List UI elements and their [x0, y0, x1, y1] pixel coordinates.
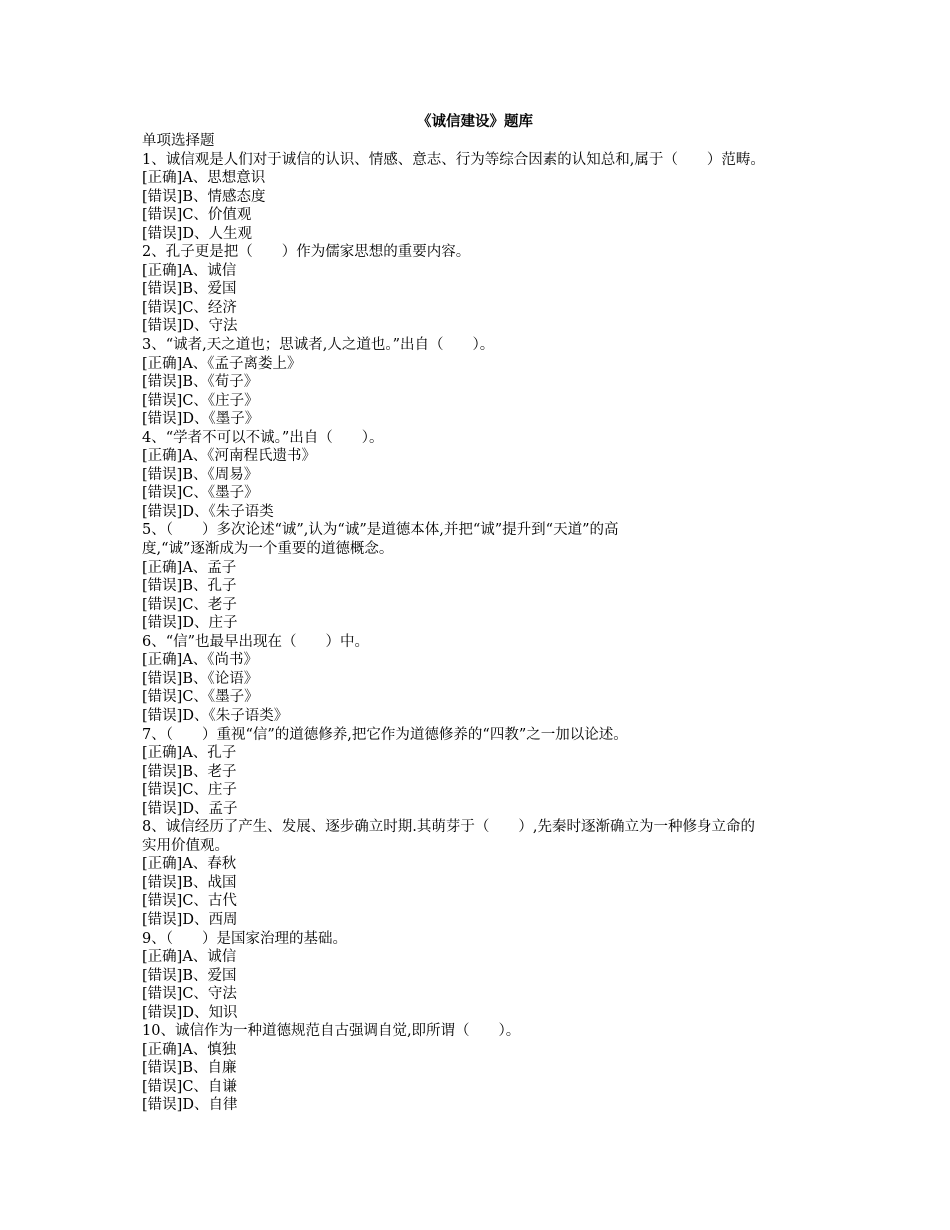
- question-4: [142, 429, 822, 522]
- option-b: [错误]B、老子: [142, 763, 237, 780]
- option-c: [错误]C、《墨子》: [142, 485, 259, 502]
- option-b: [错误]B、《周易》: [142, 466, 259, 483]
- question-stem: 2、孔子更是把（ ）作为儒家思想的重要内容。: [142, 244, 471, 261]
- question-2: [142, 243, 822, 336]
- option-d: [错误]D、西周: [142, 911, 238, 928]
- option-c: [错误]C、古代: [142, 893, 237, 910]
- option-b: [错误]B、孔子: [142, 578, 237, 595]
- question-stem-line-1: 5、（ ）多次论述“诚”,认为“诚”是道德本体,并把“诚”提升到“天道”的高: [142, 522, 619, 539]
- question-stem-line-1: 8、诚信经历了产生、发展、逐步确立时期.其萌芽于（ ）,先秦时逐渐确立为一种修身立命的: [142, 819, 755, 836]
- option-d: [错误]D、人生观: [142, 225, 252, 242]
- question-8: [142, 818, 822, 929]
- option-b: [错误]B、情感态度: [142, 188, 266, 205]
- question-stem: 6、“信”也最早出现在（ ）中。: [142, 633, 370, 650]
- option-b: [错误]B、《荀子》: [142, 374, 259, 391]
- option-a: [正确]A、春秋: [142, 856, 237, 873]
- option-c: [错误]C、价值观: [142, 207, 252, 224]
- option-c: [错误]C、《庄子》: [142, 392, 259, 409]
- question-1: [142, 151, 822, 244]
- section-heading: 单项选择题: [142, 133, 215, 149]
- option-d: [错误]D、《朱子语类》: [142, 707, 289, 724]
- question-stem: 9、（ ）是国家治理的基础。: [142, 930, 347, 947]
- option-a: [正确]A、诚信: [142, 949, 237, 966]
- option-a: [正确]A、思想意识: [142, 170, 266, 187]
- option-a: [正确]A、《尚书》: [142, 652, 259, 669]
- option-d: [错误]D、《墨子》: [142, 411, 260, 428]
- option-c: [错误]C、经济: [142, 299, 237, 316]
- question-stem-line-2: 度,“诚”逐渐成为一个重要的道德概念。: [142, 541, 394, 558]
- option-d: [错误]D、孟子: [142, 800, 238, 817]
- option-b: [错误]B、爱国: [142, 281, 237, 298]
- document-title: 《诚信建设》题库: [417, 113, 533, 130]
- option-a: [正确]A、孔子: [142, 745, 237, 762]
- option-d: [错误]D、自律: [142, 1097, 238, 1114]
- option-c: [错误]C、老子: [142, 596, 237, 613]
- option-a: [正确]A、《河南程氏遗书》: [142, 448, 317, 465]
- option-b: [错误]B、《论语》: [142, 670, 259, 687]
- option-d: [错误]D、庄子: [142, 615, 238, 632]
- option-a: [正确]A、《孟子离娄上》: [142, 355, 302, 372]
- option-c: [错误]C、自谦: [142, 1078, 237, 1095]
- option-c: [错误]C、庄子: [142, 782, 237, 799]
- question-9: [142, 930, 822, 1023]
- question-10: [142, 1022, 822, 1115]
- question-stem: 10、诚信作为一种道德规范自古强调自觉,即所谓（ ）。: [142, 1023, 521, 1040]
- option-c: [错误]C、守法: [142, 986, 237, 1003]
- option-a: [正确]A、孟子: [142, 559, 237, 576]
- question-5: [142, 521, 822, 632]
- question-stem: 3、“诚者,天之道也；思诚者,人之道也。”出自（ ）。: [142, 337, 495, 354]
- option-b: [错误]B、自廉: [142, 1060, 237, 1077]
- option-d: [错误]D、《朱子语类: [142, 503, 274, 520]
- question-3: [142, 336, 822, 429]
- option-d: [错误]D、守法: [142, 318, 238, 335]
- question-stem: 4、“学者不可以不诚。”出自（ ）。: [142, 429, 384, 446]
- option-a: [正确]A、诚信: [142, 262, 237, 279]
- question-7: [142, 726, 822, 819]
- option-b: [错误]B、战国: [142, 874, 237, 891]
- question-stem: 7、（ ）重视“信”的道德修养,把它作为道德修养的“四教”之一加以论述。: [142, 726, 628, 743]
- question-bank: [142, 132, 822, 1115]
- option-c: [错误]C、《墨子》: [142, 689, 259, 706]
- option-a: [正确]A、慎独: [142, 1041, 237, 1058]
- question-6: [142, 633, 822, 726]
- question-stem: 1、诚信观是人们对于诚信的认识、情感、意志、行为等综合因素的认知总和,属于（ ）范畴。: [142, 151, 765, 168]
- option-d: [错误]D、知识: [142, 1004, 238, 1021]
- question-stem-line-2: 实用价值观。: [142, 837, 229, 854]
- option-b: [错误]B、爱国: [142, 967, 237, 984]
